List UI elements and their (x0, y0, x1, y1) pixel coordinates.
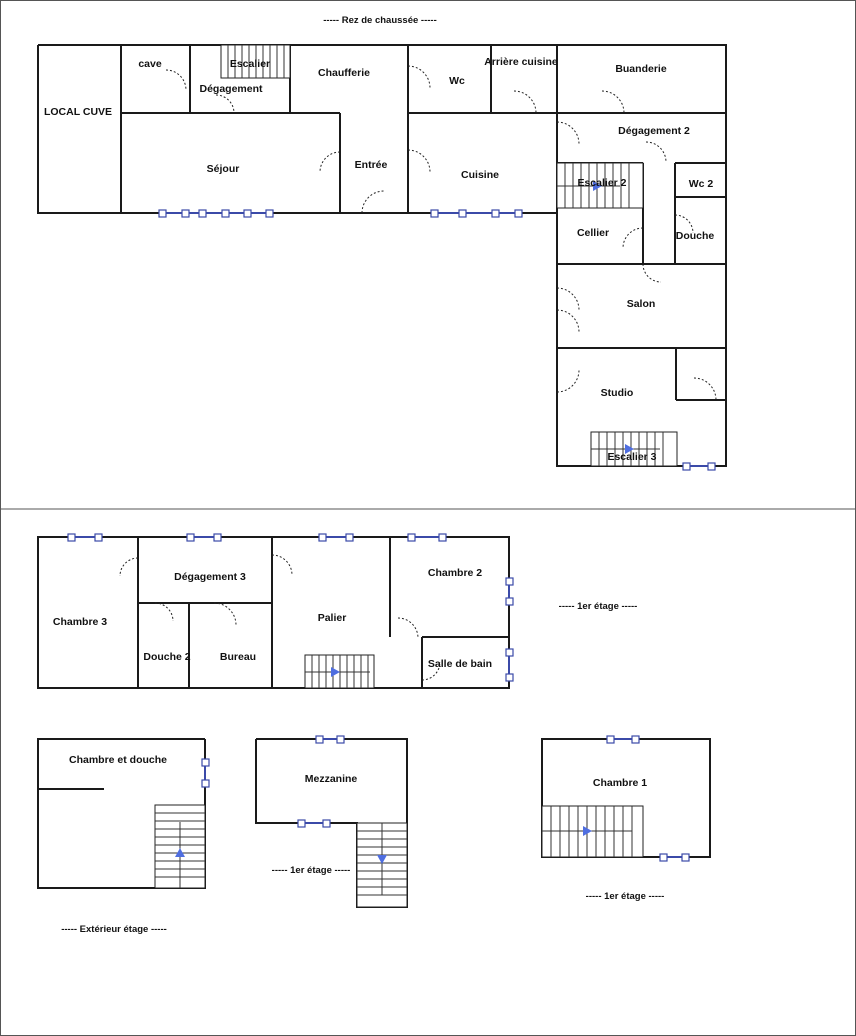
room-palier: Palier (317, 612, 347, 624)
room-salle-de-bain: Salle de bain (427, 658, 493, 670)
room-sejour: Séjour (206, 163, 240, 175)
outer-frame (1, 1, 856, 1036)
room-chambre-2: Chambre 2 (427, 567, 483, 579)
room-escalier-3: Escalier 3 (607, 451, 657, 463)
room-buanderie: Buanderie (615, 63, 667, 75)
room-wc: Wc (449, 75, 465, 87)
ground-floor-title: ----- Rez de chaussée ----- (323, 15, 437, 26)
room-degagement-3: Dégagement 3 (174, 571, 246, 583)
room-escalier-2: Escalier 2 (577, 177, 627, 189)
mezzanine-floor-title: ----- 1er étage ----- (271, 865, 351, 876)
room-cave: cave (138, 58, 162, 70)
room-cuisine: Cuisine (461, 169, 499, 181)
room-studio: Studio (600, 387, 634, 399)
room-entree: Entrée (354, 159, 388, 171)
chambre-1-floor-title: ----- 1er étage ----- (585, 891, 665, 902)
room-chambre-1: Chambre 1 (592, 777, 648, 789)
room-chambre-et-douche: Chambre et douche (68, 754, 168, 766)
room-escalier: Escalier (229, 58, 271, 70)
room-bureau: Bureau (219, 651, 257, 663)
room-douche-2: Douche 2 (143, 651, 191, 663)
room-cellier: Cellier (576, 227, 610, 239)
staircase-chambre-douche (155, 805, 205, 888)
room-douche: Douche (675, 230, 715, 242)
room-degagement-2: Dégagement 2 (618, 125, 690, 137)
chambre-1-plan (542, 736, 710, 861)
exterior-floor-title: ----- Extérieur étage ----- (61, 924, 167, 935)
room-degagement: Dégagement (199, 83, 263, 95)
mezzanine-plan (256, 736, 407, 907)
windows-ground (159, 210, 715, 470)
first-floor-title: ----- 1er étage ----- (558, 601, 638, 612)
room-local-cuve: LOCAL CUVE (43, 106, 113, 118)
staircase-mezzanine (357, 823, 407, 907)
room-wc-2: Wc 2 (688, 178, 714, 190)
room-salon: Salon (626, 298, 656, 310)
room-chaufferie: Chaufferie (318, 67, 370, 79)
staircase-chambre-1 (542, 806, 643, 857)
staircase-palier (305, 655, 374, 688)
ground-floor-plan (38, 45, 726, 470)
room-mezzanine: Mezzanine (304, 773, 358, 785)
room-chambre-3: Chambre 3 (52, 616, 108, 628)
room-arriere-cuisine: Arrière cuisine (484, 56, 558, 68)
